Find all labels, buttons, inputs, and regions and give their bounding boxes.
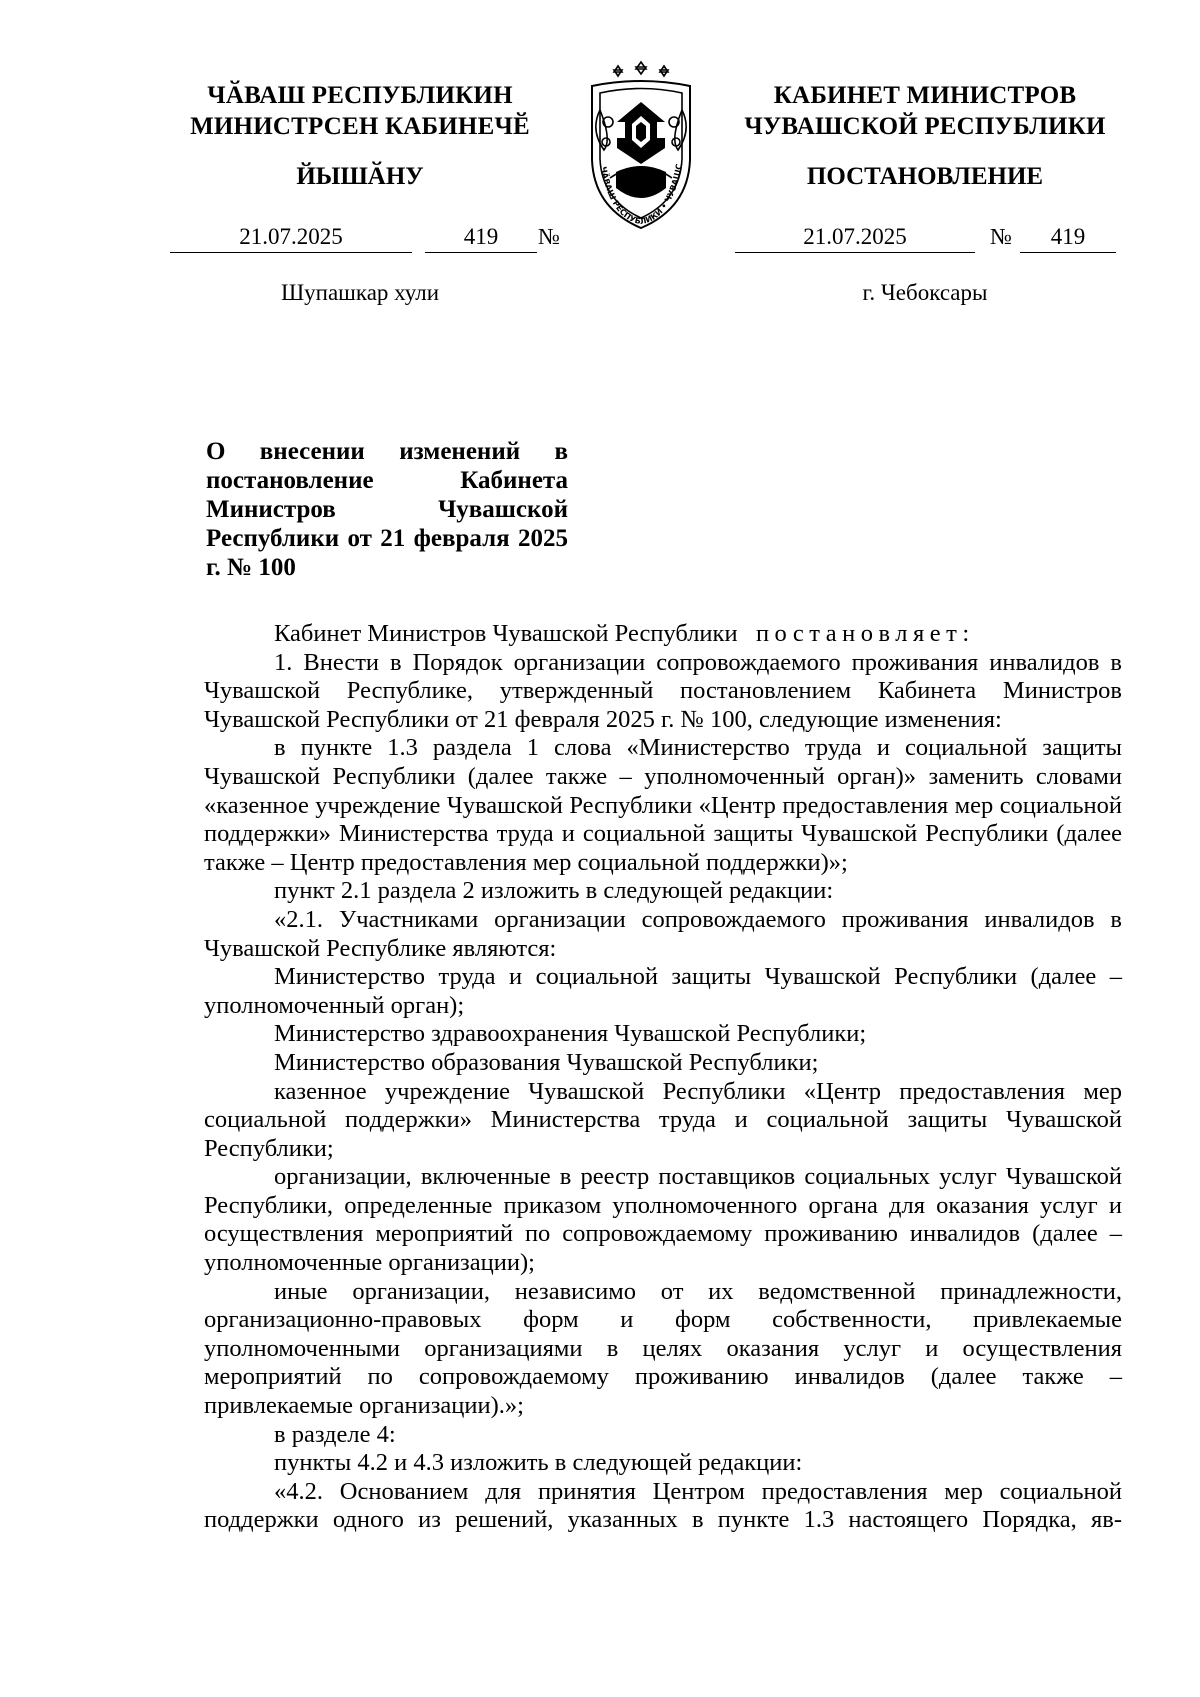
left-number: 419: [463, 224, 499, 249]
left-date: 21.07.2025: [239, 224, 343, 249]
body-paragraph: Министерство труда и социальной защиты Чувашской Республики (далее – уполномоченный орган);: [204, 963, 1122, 1019]
header-right-line1: КАБИНЕТ МИНИСТРОВ: [773, 82, 1077, 109]
body-paragraph: «4.2. Основанием для принятия Центром предоставления мер социальной поддержки одного из решений, указанных в пункте 1.3 настоящего Порядка, яв-: [204, 1477, 1122, 1534]
document-subject: О внесении изменений в постановление Кабинета Министров Чувашской Республики от 21 февраля 2025 г. № 100: [206, 438, 568, 581]
body-paragraph: Министерство образования Чувашской Республики;: [274, 1048, 819, 1076]
preamble: [204, 620, 1122, 649]
body-paragraph: иные организации, независимо от их ведомственной принадлежности, организационно-правовых форм и форм собственности, привлекаемые уполномоченными организациями в целях оказания услуг и осуществления мероприятий по сопровождаемому проживанию инвалидов (далее также – привлекаемые организации).»;: [204, 1277, 1122, 1420]
body-paragraph: казенное учреждение Чувашской Республики «Центр предоставления мер социальной поддержки» Министерства труда и социальной защиты Чувашской Республики;: [204, 1077, 1122, 1162]
body-paragraph: организации, включенные в реестр поставщиков социальных услуг Чувашской Республики, определенные приказом уполномоченного органа для оказания услуг и осуществления мероприятий по сопровождаемому проживанию инвалидов (далее – уполномоченные организации);: [204, 1163, 1122, 1277]
body-paragraphs: [204, 649, 1122, 1535]
left-date-underline: [170, 252, 412, 253]
emblem-ring-text: ЧӐВАШ РЕСПУБЛИКИ • ЧУВАШС: [598, 163, 684, 227]
body-paragraph: пункты 4.2 и 4.3 изложить в следующей редакции:: [274, 1449, 803, 1477]
body-paragraph: в пункте 1.3 раздела 1 слова «Министерство труда и социальной защиты Чувашской Республики (далее также – уполномоченный орган)» заменить словами «казенное учреждение Чувашской Республики «Центр предоставления мер социальной поддержки» Министерства труда и социальной защиты Чувашской Республики (далее также – Центр предоставления мер социальной поддержки)»;: [204, 734, 1122, 876]
right-number-sign: №: [990, 224, 1012, 249]
header-right-line2: ЧУВАШСКОЙ РЕСПУБЛИКИ: [744, 113, 1106, 140]
header-left-line1: ЧӐВАШ РЕСПУБЛИКИН: [207, 82, 513, 109]
body-paragraph: Министерство здравоохранения Чувашской Республики;: [274, 1020, 867, 1048]
left-number-sign: №: [538, 224, 560, 249]
body-paragraph: «2.1. Участниками организации сопровождаемого проживания инвалидов в Чувашской Республике являются:: [204, 905, 1122, 962]
body-paragraph: 1. Внести в Порядок организации сопровождаемого проживания инвалидов в Чувашской Республике, утвержденный постановлением Кабинета Министров Чувашской Республики от 21 февраля 2025 г. № 100, следующие изменения:: [204, 648, 1122, 733]
body-paragraph: в разделе 4:: [274, 1420, 396, 1448]
left-number-underline: [425, 252, 537, 253]
preamble-lead: Кабинет Министров Чувашской Республики: [274, 620, 738, 647]
right-date: 21.07.2025: [803, 224, 907, 249]
document-body: [204, 620, 1122, 1535]
left-city: Шупашкар хули: [280, 280, 440, 305]
coat-of-arms-icon: [570, 60, 712, 235]
header-left-line2: МИНИСТРСЕН КАБИНЕЧӖ: [190, 113, 530, 140]
header-right-doctype: ПОСТАНОВЛЕНИЕ: [806, 163, 1044, 190]
preamble-verb: постановляет:: [755, 620, 975, 647]
body-paragraph: пункт 2.1 раздела 2 изложить в следующей редакции:: [274, 877, 834, 905]
right-city: г. Чебоксары: [862, 280, 988, 305]
right-date-underline: [735, 252, 975, 253]
header-left-doctype: ЙЫШӐНУ: [296, 163, 424, 190]
right-number: 419: [1050, 224, 1086, 249]
right-number-underline: [1020, 252, 1116, 253]
